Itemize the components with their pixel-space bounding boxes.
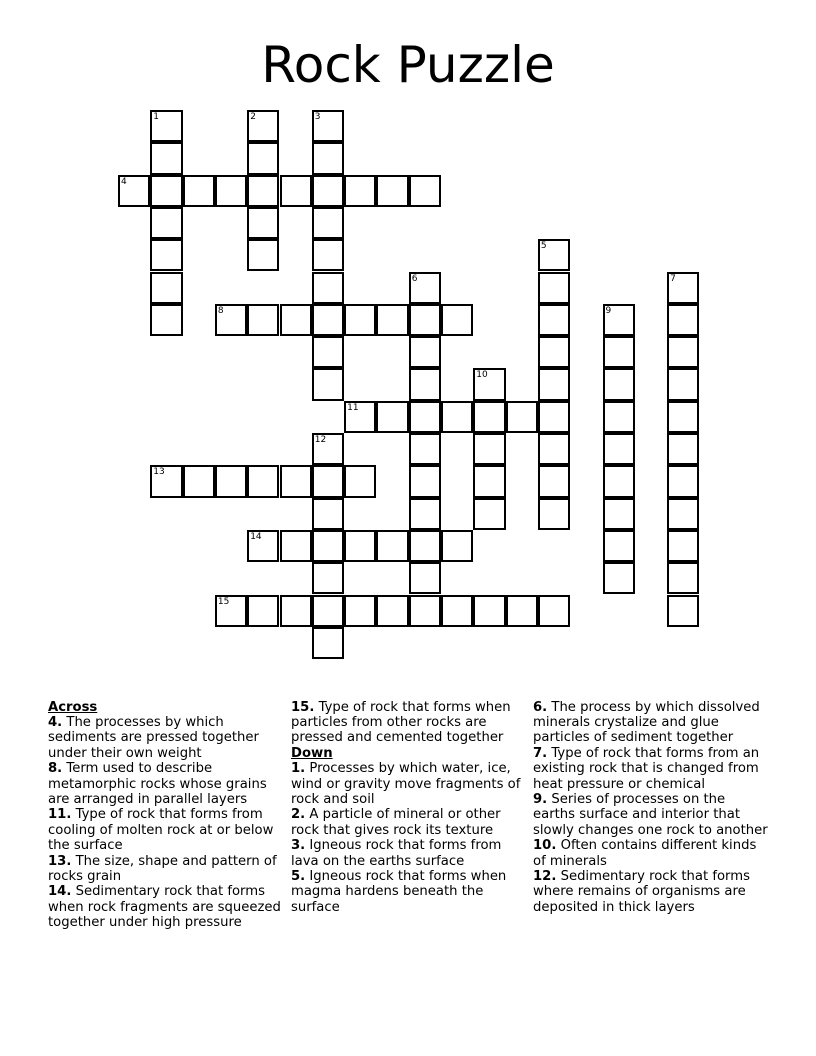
crossword-cell[interactable] <box>473 465 505 497</box>
crossword-cell[interactable] <box>667 401 699 433</box>
crossword-cell[interactable] <box>312 530 344 562</box>
crossword-cell[interactable] <box>150 272 182 304</box>
clue-text: A particle of mineral or other rock that gives rock its texture <box>291 807 501 838</box>
cell-number: 8 <box>217 305 224 316</box>
clue <box>48 854 284 884</box>
crossword-cell[interactable] <box>473 498 505 530</box>
cell-number: 14 <box>250 531 262 542</box>
crossword-cell[interactable] <box>667 530 699 562</box>
crossword-cell[interactable] <box>441 304 473 336</box>
cell-number: 10 <box>476 370 488 381</box>
down-heading: Down <box>291 746 333 762</box>
clue-text: Term used to describe metamorphic rocks whose grains are arranged in parallel layers <box>48 761 267 807</box>
crossword-cell[interactable] <box>409 304 441 336</box>
crossword-cell[interactable] <box>603 465 635 497</box>
crossword-cell[interactable] <box>312 207 344 239</box>
crossword-cell[interactable] <box>344 530 376 562</box>
crossword-cell[interactable] <box>247 239 279 271</box>
clue <box>291 700 527 746</box>
clue <box>533 838 769 868</box>
crossword-cell[interactable] <box>150 239 182 271</box>
crossword-cell[interactable] <box>603 304 635 336</box>
crossword-cell[interactable] <box>247 110 279 142</box>
crossword-cell[interactable] <box>603 368 635 400</box>
crossword-cell[interactable] <box>538 465 570 497</box>
crossword-cell[interactable] <box>312 368 344 400</box>
crossword-cell[interactable] <box>247 142 279 174</box>
crossword-cell[interactable] <box>280 175 312 207</box>
clue-number: 13. <box>48 853 72 869</box>
crossword-cell[interactable] <box>280 465 312 497</box>
crossword-cell[interactable] <box>344 595 376 627</box>
clue-text: Sedimentary rock that forms when rock fragments are squeezed together under high pressure <box>48 884 281 930</box>
crossword-cell[interactable] <box>409 368 441 400</box>
crossword-cell[interactable] <box>409 272 441 304</box>
clue <box>48 807 284 853</box>
crossword-cell[interactable] <box>376 595 408 627</box>
crossword-cell[interactable] <box>280 595 312 627</box>
crossword-cell[interactable] <box>312 562 344 594</box>
clue-number: 6. <box>533 700 548 715</box>
crossword-cell[interactable] <box>473 368 505 400</box>
crossword-cell[interactable] <box>312 595 344 627</box>
cell-number: 13 <box>153 467 165 478</box>
clue <box>533 792 769 838</box>
crossword-cell[interactable] <box>441 595 473 627</box>
across-heading: Across <box>48 700 98 715</box>
clue-text: Igneous rock that forms when magma hardens beneath the surface <box>291 869 507 915</box>
crossword-cell[interactable] <box>344 304 376 336</box>
crossword-cell[interactable] <box>409 465 441 497</box>
clue-number: 1. <box>291 761 306 777</box>
crossword-cell[interactable] <box>603 498 635 530</box>
cell-number: 7 <box>670 273 676 284</box>
clue <box>533 746 769 792</box>
crossword-cell[interactable] <box>409 530 441 562</box>
crossword-cell[interactable] <box>150 207 182 239</box>
crossword-cell[interactable] <box>247 465 279 497</box>
crossword-cell[interactable] <box>473 433 505 465</box>
crossword-cell[interactable] <box>247 175 279 207</box>
crossword-cell[interactable] <box>150 142 182 174</box>
crossword-cell[interactable] <box>280 304 312 336</box>
crossword-cell[interactable] <box>312 110 344 142</box>
crossword-cell[interactable] <box>667 433 699 465</box>
clue-number: 7. <box>533 746 548 762</box>
crossword-cell[interactable] <box>247 207 279 239</box>
crossword-cell[interactable] <box>603 562 635 594</box>
clue-text: Igneous rock that forms from lava on the earths surface <box>291 838 502 869</box>
crossword-cell[interactable] <box>215 175 247 207</box>
crossword-cell[interactable] <box>183 175 215 207</box>
clue-text: Type of rock that forms when particles from other rocks are pressed and cemented together <box>291 700 511 746</box>
crossword-cell[interactable] <box>215 595 247 627</box>
crossword-cell[interactable] <box>538 595 570 627</box>
clue <box>291 838 527 868</box>
crossword-cell[interactable] <box>473 401 505 433</box>
clue-text: Sedimentary rock that forms where remains of organisms are deposited in thick layers <box>533 869 750 915</box>
clue <box>48 761 284 807</box>
crossword-cell[interactable] <box>538 433 570 465</box>
crossword-cell[interactable] <box>538 401 570 433</box>
crossword-grid <box>118 110 700 662</box>
crossword-cell[interactable] <box>312 304 344 336</box>
clue-number: 5. <box>291 869 306 885</box>
clues-column-2 <box>291 700 527 915</box>
clue-number: 8. <box>48 761 63 777</box>
crossword-cell[interactable] <box>409 175 441 207</box>
crossword-cell[interactable] <box>506 595 538 627</box>
clue-text: Type of rock that forms from cooling of molten rock at or below the surface <box>48 807 274 853</box>
clue <box>291 807 527 837</box>
crossword-cell[interactable] <box>538 498 570 530</box>
clue-number: 12. <box>533 869 557 885</box>
crossword-cell[interactable] <box>538 336 570 368</box>
cell-number: 4 <box>121 176 127 187</box>
clue <box>533 869 769 915</box>
crossword-cell[interactable] <box>150 110 182 142</box>
crossword-cell[interactable] <box>150 175 182 207</box>
crossword-cell[interactable] <box>667 498 699 530</box>
crossword-cell[interactable] <box>183 465 215 497</box>
clue-number: 3. <box>291 838 306 854</box>
crossword-cell[interactable] <box>603 401 635 433</box>
crossword-cell[interactable] <box>667 595 699 627</box>
crossword-cell[interactable] <box>312 175 344 207</box>
crossword-cell[interactable] <box>473 595 505 627</box>
clue-number: 14. <box>48 884 72 900</box>
crossword-cell[interactable] <box>376 304 408 336</box>
clue-number: 15. <box>291 700 315 715</box>
clue-number: 10. <box>533 838 557 854</box>
cell-number: 5 <box>540 241 547 252</box>
cell-number: 3 <box>314 112 321 122</box>
clue <box>533 700 769 746</box>
crossword-cell[interactable] <box>247 530 279 562</box>
clue <box>48 715 284 761</box>
clue-number: 11. <box>48 807 72 823</box>
clue-text: The process by which dissolved minerals crystalize and glue particles of sediment together <box>533 700 760 746</box>
crossword-cell[interactable] <box>312 627 344 659</box>
crossword-cell[interactable] <box>409 401 441 433</box>
crossword-cell[interactable] <box>312 239 344 271</box>
clues-column-3 <box>533 700 769 915</box>
crossword-cell[interactable] <box>667 336 699 368</box>
crossword-cell[interactable] <box>376 175 408 207</box>
crossword-cell[interactable] <box>312 498 344 530</box>
clues-column-1 <box>48 700 284 931</box>
clue <box>291 761 527 807</box>
clue-text: Type of rock that forms from an existing rock that is changed from heat pressure or chemical <box>533 746 760 792</box>
cell-number: 9 <box>605 305 612 316</box>
crossword-cell[interactable] <box>538 272 570 304</box>
cell-number: 12 <box>314 435 327 445</box>
crossword-cell[interactable] <box>506 401 538 433</box>
crossword-cell[interactable] <box>603 336 635 368</box>
crossword-cell[interactable] <box>538 368 570 400</box>
clue-text: The size, shape and pattern of rocks grain <box>48 853 277 884</box>
crossword-cell[interactable] <box>667 272 699 304</box>
crossword-cell[interactable] <box>376 401 408 433</box>
crossword-cell[interactable] <box>150 465 182 497</box>
crossword-cell[interactable] <box>538 239 570 271</box>
crossword-cell[interactable] <box>441 401 473 433</box>
crossword-cell[interactable] <box>247 595 279 627</box>
crossword-cell[interactable] <box>667 368 699 400</box>
clue-text: Series of processes on the earths surface and interior that slowly changes one rock to another <box>533 792 768 838</box>
clue-number: 4. <box>48 715 63 731</box>
crossword-cell[interactable] <box>538 304 570 336</box>
crossword-cell[interactable] <box>441 530 473 562</box>
crossword-cell[interactable] <box>667 304 699 336</box>
page-title: Rock Puzzle <box>261 36 555 94</box>
clue-text: Often contains different kinds of minerals <box>533 838 757 869</box>
cell-number: 11 <box>347 402 359 413</box>
crossword-cell[interactable] <box>409 433 441 465</box>
crossword-cell[interactable] <box>312 433 344 465</box>
crossword-cell[interactable] <box>247 304 279 336</box>
crossword-cell[interactable] <box>312 336 344 368</box>
crossword-cell[interactable] <box>150 304 182 336</box>
crossword-cell[interactable] <box>409 562 441 594</box>
crossword-cell[interactable] <box>312 142 344 174</box>
crossword-cell[interactable] <box>603 433 635 465</box>
crossword-cell[interactable] <box>667 465 699 497</box>
clue-number: 2. <box>291 807 306 823</box>
crossword-cell[interactable] <box>409 336 441 368</box>
crossword-cell[interactable] <box>344 401 376 433</box>
crossword-cell[interactable] <box>603 530 635 562</box>
clue <box>48 884 284 930</box>
clue-text: The processes by which sediments are pressed together under their own weight <box>48 715 259 761</box>
crossword-cell[interactable] <box>280 530 312 562</box>
crossword-cell[interactable] <box>344 465 376 497</box>
crossword-cell[interactable] <box>215 465 247 497</box>
clue <box>291 869 527 915</box>
clue-number: 9. <box>533 792 548 808</box>
crossword-cell[interactable] <box>215 304 247 336</box>
clue-text: Processes by which water, ice, wind or gravity move fragments of rock and soil <box>291 761 521 807</box>
cell-number: 2 <box>250 112 256 122</box>
cell-number: 6 <box>411 273 418 284</box>
crossword-cell[interactable] <box>344 175 376 207</box>
cell-number: 15 <box>217 596 230 607</box>
crossword-cell[interactable] <box>376 530 408 562</box>
crossword-cell[interactable] <box>667 562 699 594</box>
cell-number: 1 <box>153 112 160 122</box>
crossword-cell[interactable] <box>312 465 344 497</box>
crossword-cell[interactable] <box>409 595 441 627</box>
crossword-cell[interactable] <box>312 272 344 304</box>
crossword-cell[interactable] <box>118 175 150 207</box>
crossword-cell[interactable] <box>409 498 441 530</box>
